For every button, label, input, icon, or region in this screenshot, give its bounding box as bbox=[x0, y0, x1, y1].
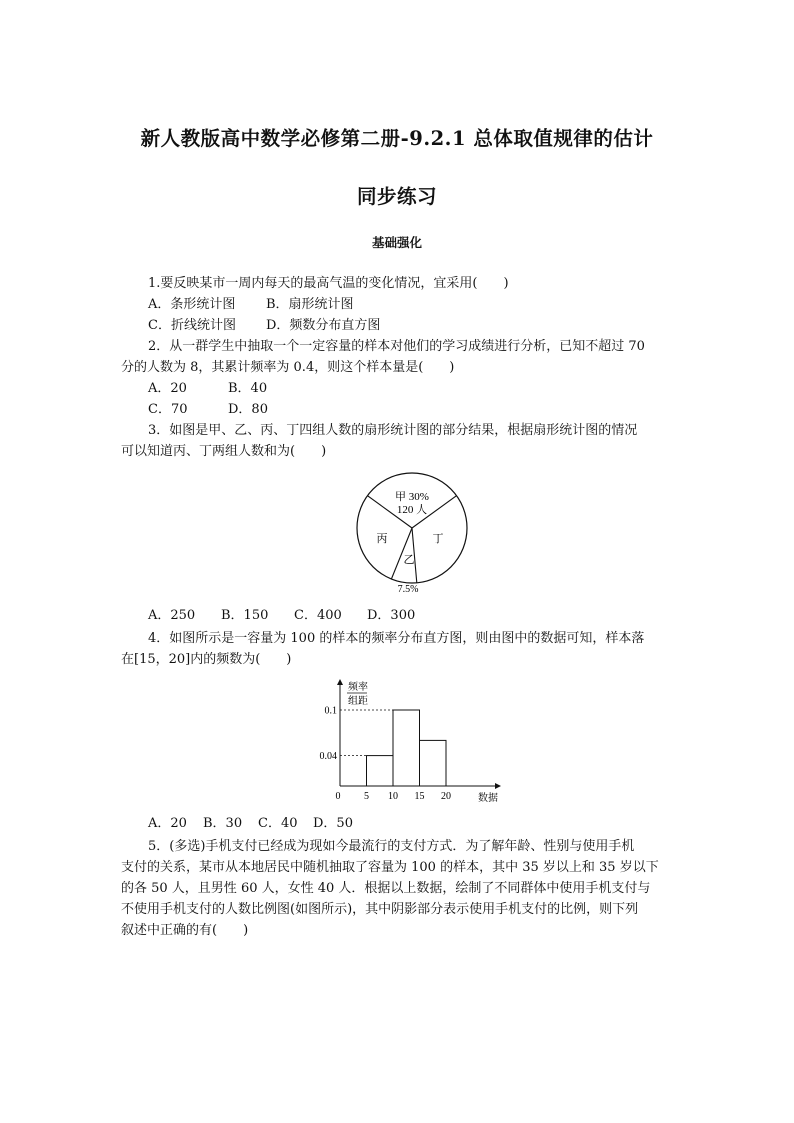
q3-stem-line2: 可以知道丙、丁两组人数和为( ) bbox=[121, 444, 327, 459]
histogram-bar bbox=[393, 710, 420, 786]
y-axis-label-top: 频率 bbox=[348, 682, 368, 693]
pie-label-bing: 丙 bbox=[376, 533, 388, 545]
x-tick-label: 15 bbox=[414, 791, 425, 802]
y-tick-label: 0.1 bbox=[324, 705, 337, 717]
q4-option-b: B．30 bbox=[203, 816, 243, 831]
q5-stem-line5: 叙述中正确的有( ) bbox=[121, 923, 249, 938]
y-axis-label-bottom: 组距 bbox=[348, 696, 368, 707]
q4-histogram bbox=[315, 676, 515, 806]
q3-stem-line1: 3．如图是甲、乙、丙、丁四组人数的扇形统计图的部分结果，根据扇形统计图的情况 bbox=[148, 423, 638, 438]
q2-options-row2 bbox=[148, 399, 268, 420]
q1-options-row2 bbox=[148, 315, 380, 336]
doc-title-line1: 新人教版高中数学必修第二册-9.2.1 总体取值规律的估计 bbox=[140, 127, 654, 150]
q5-stem-line3: 的各 50 人，且男性 60 人，女性 40 人．根据以上数据，绘制了不同群体中使用手机支付与 bbox=[121, 881, 651, 896]
x-tick-label: 20 bbox=[441, 791, 451, 802]
q5-stem-line1: 5．(多选)手机支付已经成为现如今最流行的支付方式．为了解年龄、性别与使用手机 bbox=[148, 839, 635, 854]
y-tick-label: 0.04 bbox=[319, 751, 337, 763]
x-tick-label: 0 bbox=[335, 791, 341, 802]
q1-option-a: A．条形统计图 bbox=[148, 297, 236, 312]
doc-title-line2: 同步练习 bbox=[356, 185, 437, 208]
x-axis-label: 数据 bbox=[478, 793, 498, 804]
q2-option-a: A．20 bbox=[148, 381, 187, 396]
q3-option-c: C．400 bbox=[294, 608, 342, 623]
q2-stem-line1: 2．从一群学生中抽取一个一定容量的样本对他们的学习成绩进行分析，已知不超过 70 bbox=[148, 339, 645, 354]
q2-options-row1 bbox=[148, 378, 267, 399]
q4-option-d: D．50 bbox=[313, 816, 353, 831]
q1-stem: 1.要反映某市一周内每天的最高气温的变化情况，宜采用( ) bbox=[148, 276, 509, 291]
pie-label-yi: 乙 bbox=[403, 554, 415, 566]
section-heading: 基础强化 bbox=[371, 235, 422, 250]
q1-options-row1 bbox=[148, 294, 354, 315]
q4-stem-line1: 4．如图所示是一容量为 100 的样本的频率分布直方图，则由图中的数据可知，样本落 bbox=[148, 631, 645, 646]
q4-options-row bbox=[148, 813, 353, 834]
q4-option-c: C．40 bbox=[258, 816, 298, 831]
q1-option-d: D．频数分布直方图 bbox=[266, 318, 381, 333]
q3-options-row bbox=[148, 605, 415, 626]
q3-option-d: D．300 bbox=[367, 608, 416, 623]
q4-stem-line2: 在[15，20]内的频数为( ) bbox=[121, 652, 292, 667]
histogram-bar bbox=[420, 740, 447, 786]
q5-stem-line2: 支付的关系，某市从本地居民中随机抽取了容量为 100 的样本，其中 35 岁以上和 35 岁以下 bbox=[121, 860, 659, 875]
x-tick-label: 10 bbox=[388, 791, 398, 802]
q3-pie-chart bbox=[350, 470, 480, 600]
q1-option-b: B．扇形统计图 bbox=[266, 297, 354, 312]
q5-stem-line4: 不使用手机支付的人数比例图(如图所示)，其中阴影部分表示使用手机支付的比例，则下列 bbox=[121, 902, 639, 917]
q1-option-c: C．折线统计图 bbox=[148, 318, 236, 333]
pie-label-ding: 丁 bbox=[432, 533, 444, 545]
pie-label-jia-count: 120 人 bbox=[396, 504, 428, 516]
q2-option-d: D．80 bbox=[228, 402, 268, 417]
q2-stem-line2: 分的人数为 8，其累计频率为 0.4，则这个样本量是( ) bbox=[121, 360, 455, 375]
x-tick-label: 5 bbox=[364, 791, 369, 802]
q2-option-c: C．70 bbox=[148, 402, 188, 417]
q4-option-a: A．20 bbox=[148, 816, 187, 831]
q2-option-b: B．40 bbox=[228, 381, 268, 396]
pie-label-yi-percent: 7.5% bbox=[397, 584, 419, 595]
pie-label-jia: 甲 30% bbox=[395, 491, 429, 503]
q3-option-a: A．250 bbox=[148, 608, 196, 623]
histogram-bar bbox=[367, 756, 394, 786]
q3-option-b: B．150 bbox=[221, 608, 269, 623]
